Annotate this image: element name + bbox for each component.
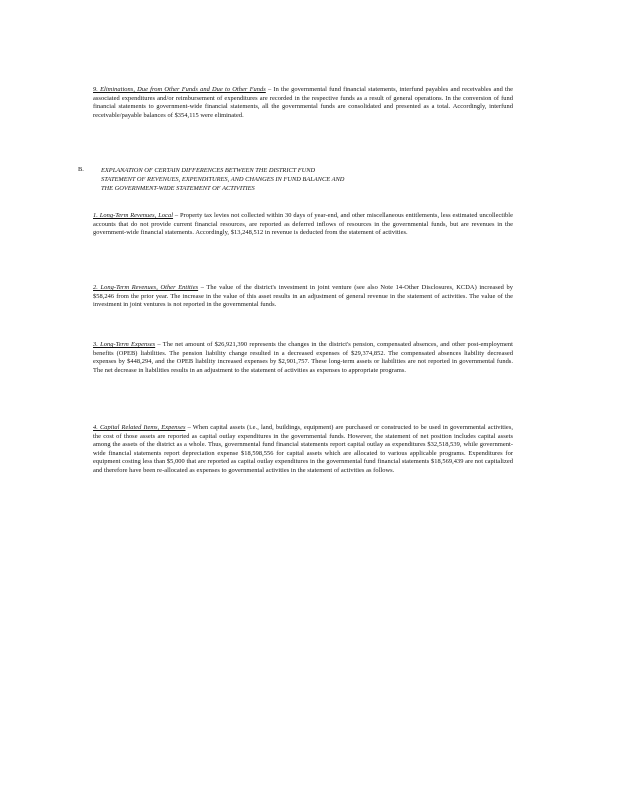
note-capital-related-items [93, 424, 513, 476]
section-title-line: THE GOVERNMENT-WIDE STATEMENT OF ACTIVITIES [101, 185, 255, 192]
note-2-body: – The value of the district's investment in joint venture (see also Note 14-Other Disclosures, KCDA) increased by $58,246 from the prior year. The increase in the value of this asset results in an adjustment of general revenue in the statement of activities. The value of the investment in joint ventures is not reported in the governmental funds. [93, 284, 513, 309]
note-long-term-revenues-local [93, 212, 513, 238]
note-2-heading: 2. Long-Term Revenues, Other Entities [93, 284, 199, 291]
note-eliminations [93, 86, 513, 120]
note-4-body: – When capital assets (i.e., land, buildings, equipment) are purchased or constructed to be used in governmental activities, the cost of those assets are reported as capital outlay expenditures in the governmental funds. However, the statement of net position includes capital assets among the assets of the district as a whole. Thus, governmental fund financial statements report capital outlay as expenditures $32,518,539, while government-wide financial statements report depreciation expense $18,598,556 for capital assets which are allocated to various applicable programs. Expenditures for equipment costing less than $5,000 that are reported as capital outlay expenditures in the governmental fund financial statements $18,569,439 are not capitalized and therefore have been re-allocated as expenses to governmental activities in the statement of activities as follows. [93, 424, 514, 474]
note-eliminations-body: – In the governmental fund financial statements, interfund payables and receivables and the associated expenditures and/or reimbursement of expenditures are recorded in the respective funds as a result of general operations. In the conversion of fund financial statements to government-wide financial statements, all the governmental funds are consolidated and presented as a total. Accordingly, interfund receivable/payable balances of $354,115 were eliminated. [93, 86, 513, 119]
section-letter: B. [78, 166, 84, 173]
section-title [101, 166, 471, 193]
note-1-body: – Property tax levies not collected within 30 days of year-end, and other miscellaneous entitlements, less estimated uncollectible accounts that do not provide current financial resources, are reported as deferred inflows of resources in the governmental funds, but are revenues in the government-wide financial statements. Accordingly, $13,248,512 in revenue is deducted from the statement of activities. [93, 212, 513, 237]
note-3-body: – The net amount of $26,921,390 represents the changes in the district's pension, compensated absences, and other post-employment benefits (OPEB) liabilities. The pension liability change resulted in a decreased expenses of $29,374,852. The compensated absences liability decreased expenses by $448,294, and the OPEB liability increased expenses by $2,901,757. These long-term assets or liabilities are not reported in governmental funds. The net decrease in liabilities results in an adjustment to the statement of activities as expenses to appropriate programs. [93, 341, 513, 374]
note-long-term-revenues-other [93, 284, 513, 310]
note-3-heading: 3. Long-Term Expenses [93, 341, 156, 348]
section-title-line: EXPLANATION OF CERTAIN DIFFERENCES BETWEEN THE DISTRICT FUND [101, 167, 316, 174]
note-4-heading: 4. Capital Related Items, Expenses [93, 424, 186, 431]
note-long-term-expenses [93, 341, 513, 375]
note-1-heading: 1. Long-Term Revenues, Local [93, 212, 174, 219]
section-title-line: STATEMENT OF REVENUES, EXPENDITURES, AND CHANGES IN FUND BALANCE AND [101, 176, 345, 183]
note-eliminations-heading: 9. Eliminations, Due from Other Funds and Due to Other Funds [93, 86, 266, 93]
